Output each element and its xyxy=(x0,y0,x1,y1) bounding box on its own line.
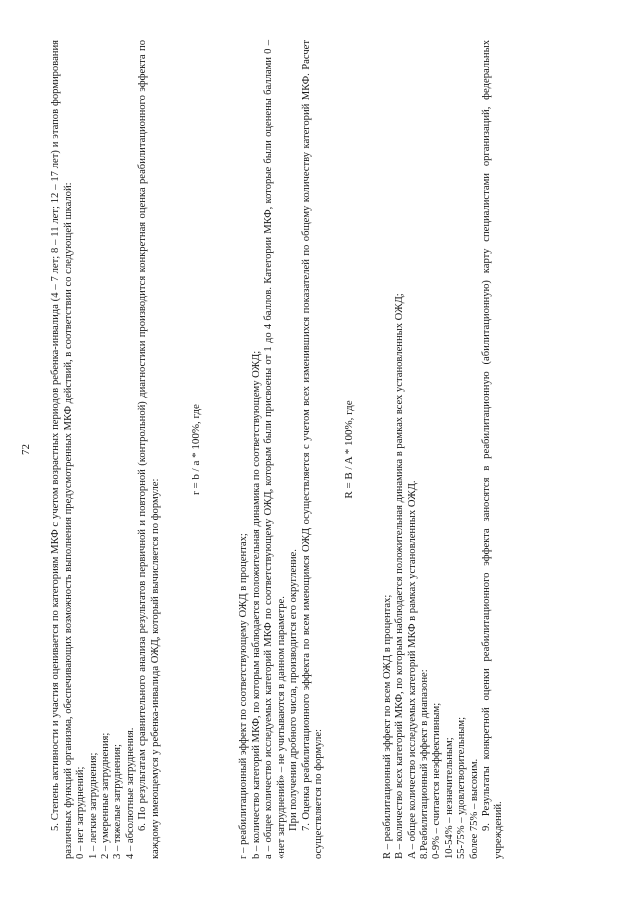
page-number: 72 xyxy=(20,444,32,455)
definition-a: a – общее количество исследуемых категорий МКФ по соответствующему ОЖД, которым были присвоены от 1 до 4 баллов. Категории МКФ, которые были оценены баллами 0 – «нет затруднений» – не учитываются в данном параметре. xyxy=(263,40,287,859)
definition-A: A – общее количество исследуемых категорий МКФ в рамках установленных ОЖД. xyxy=(406,480,418,859)
scale-item-2: 2 – умеренные затруднения; xyxy=(100,732,112,859)
scale-item-1: 1 – легкие затруднения; xyxy=(87,752,99,859)
range-item-1: 10-54% – незначительным; xyxy=(443,737,455,859)
section-6-text: 6. По результатам сравнительного анализа результатов первичной и повторной (контрольной) диагностики производится конкретная оценка реабилитационного эффекта по каждому имеющемуся у ребенка-инвалида ОЖД, который вычисляется по формуле: xyxy=(137,40,161,859)
section-8-title: 8.Реабилитационный эффект в диапазоне: xyxy=(418,669,430,859)
formula-R: R = B / A * 100%, где xyxy=(343,400,356,499)
rounding-note: При получении дробного числа, производится его округление. xyxy=(288,549,300,831)
range-item-2: 55-75% – удовлетворительным; xyxy=(456,716,468,859)
definition-B: B – количество всех категорий МКФ, по которым наблюдается положительная динамика в рамках всех установленных ОЖД; xyxy=(394,293,406,859)
scale-item-4: 4 – абсолютные затруднения. xyxy=(124,727,136,859)
scale-item-3: 3 – тяжелые затруднения; xyxy=(112,744,124,859)
formula-r: r = b / a * 100%, где xyxy=(190,404,203,495)
definition-R: R – реабилитационный эффект по всем ОЖД в процентах; xyxy=(381,594,393,859)
definition-b: b – количество категорий МКФ, по которым наблюдается положительная динамика по соответствующему ОЖД; xyxy=(250,350,262,859)
section-7-text: 7. Оценка реабилитационного эффекта по всем имеющимся ОЖД осуществляется с учетом всех изменившихся показателей по общему количеству категорий МКФ. Расчет осуществляется по формуле: xyxy=(300,40,324,859)
range-item-0: 0-9% – считается неэффективным; xyxy=(431,702,443,859)
definition-r: r – реабилитационный эффект по соответствующему ОЖД в процентах; xyxy=(238,533,250,859)
scale-item-0: 0 – нет затруднений; xyxy=(75,766,87,859)
section-9-text: 9. Результаты конкретной оценки реабилитационного эффекта заносятся в реабилитационную (абилитационную) карту специалистами организаций, федеральных учреждений. xyxy=(480,40,505,859)
range-item-3: более 75% – высоким. xyxy=(468,758,480,859)
section-5-intro: 5. Степень активности и участия оценивается по категориям МКФ с учетом возрастных периодов ребенка-инвалида (4 – 7 лет; 8 – 11 лет; 12 – 17 лет) и этапов формирования различных функций организма, обеспечивающих возможность выполнения предусмотренных МКФ действий, в соответствии со следующей шкалой: xyxy=(50,40,74,859)
